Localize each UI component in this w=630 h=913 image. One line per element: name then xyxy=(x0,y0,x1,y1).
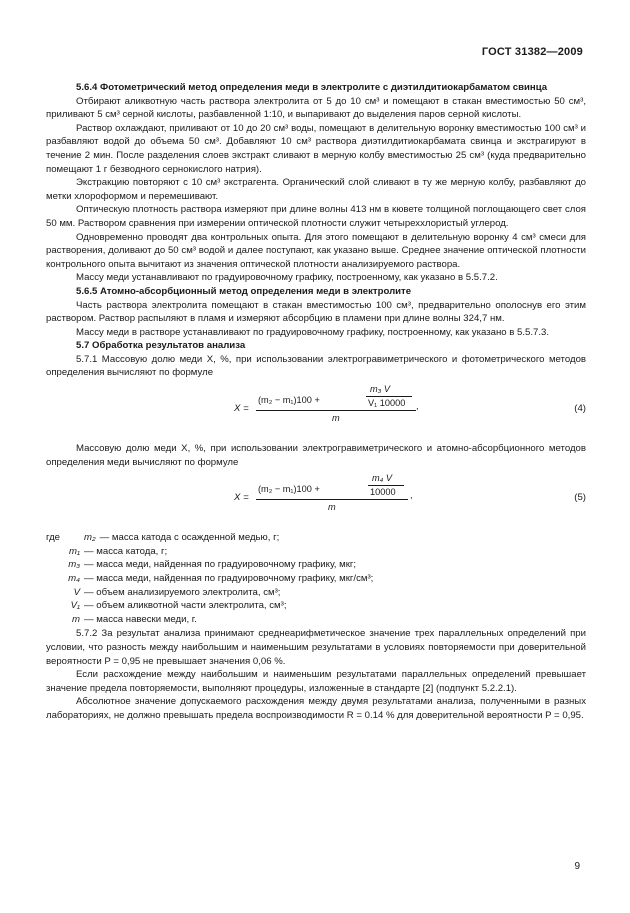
formula-number: (4) xyxy=(574,403,586,415)
formula-denominator: m xyxy=(332,413,340,424)
formula-denominator: m xyxy=(328,502,336,513)
paragraph: 5.7.2 За результат анализа принимают среднеарифметическое значение трех параллельных определений при условии, что разность между наибольшим и наименьшим результатами в условиях повторяемости при доверительной вероятности P = 0,95 не превышает значения 0,06 %. xyxy=(46,628,586,667)
paragraph: Одновременно проводят два контрольных опыта. Для этого помещают в делительную воронку 4 см³ смеси для растворения, доливают до 50 см³ водой и далее поступают, как указано выше. Среднее значение оптической плотности контрольного опыта вычитают из значения оптической плотности анализируемого раствора. xyxy=(46,231,586,270)
legend-symbol: m₄ xyxy=(68,573,80,585)
formula-inner-denominator: 10000 xyxy=(370,487,396,498)
paragraph: Массу меди в растворе устанавливают по градуировочному графику, построенному, как указано в 5.5.7.3. xyxy=(76,326,550,338)
paragraph: Оптическую плотность раствора измеряют при длине волны 413 нм в кювете толщиной поглощающего свет слоя 50 мм. Раствором сравнения при измерении оптической плотности служит четыреххлористый углерод. xyxy=(46,204,586,229)
legend-symbol: m₁ xyxy=(68,545,80,557)
section-5-7-heading: 5.7 Обработка результатов анализа xyxy=(76,340,246,352)
legend-text: — масса меди, найденная по градуировочному графику, мкг; xyxy=(84,559,357,571)
page-content xyxy=(46,81,586,723)
formula-lhs: X = xyxy=(234,403,249,415)
formula-comma: , xyxy=(410,490,413,501)
page-number: 9 xyxy=(574,861,580,872)
formula-5 xyxy=(46,473,586,519)
paragraph: Раствор охлаждают, приливают от 10 до 20 см³ воды, помещают в делительную воронку вместимостью 100 см³ и разбавляют водой до объема 50 см³. Добавляют 10 см³ раствора диэтилдитиокарбамата свинца и экстрагируют в течение 2 мин. После разделения слоев экстракт сливают в мерную колбу вместимостью 25 см³ (куда предварительно помещают 1 г безводного сернокислого натрия). xyxy=(46,122,586,175)
legend-text: — масса меди, найденная по градуировочному графику, мкг/см³; xyxy=(84,573,374,585)
paragraph: Абсолютное значение допускаемого расхождения между двумя результатами анализа, полученными в разных лабораториях, не должно превышать предела воспроизводимости R = 0.14 % для доверительной вероятности P = 0,95. xyxy=(46,696,586,721)
formula-fraction-line xyxy=(256,499,408,500)
standard-header: ГОСТ 31382—2009 xyxy=(481,46,583,58)
paragraph: Массу меди устанавливают по градуировочному графику, построенному, как указано в 5.5.7.2. xyxy=(76,272,498,284)
formula-numerator: (m₂ − m₁)100 + xyxy=(258,484,320,495)
formula-comma: , xyxy=(416,401,419,412)
legend-symbol: V₁ xyxy=(70,600,80,612)
formula-number: (5) xyxy=(574,492,586,504)
paragraph: 5.7.1 Массовую долю меди X, %, при использовании электрогравиметрического и фотометрического методов определения вычисляют по формуле xyxy=(46,353,586,379)
legend-intro: где xyxy=(46,532,61,544)
paragraph: Часть раствора электролита помещают в стакан вместимостью 100 см³, предварительно ополоснув его этим раствором. Раствор распыляют в пламя и измеряют абсорбцию в пламени при длине волны 324,7 нм. xyxy=(46,299,586,325)
legend-text: — объем анализируемого электролита, см³; xyxy=(84,586,281,598)
formula-fraction-line xyxy=(256,410,416,411)
section-5-6-5-heading: 5.6.5 Атомно-абсорбционный метод определения меди в электролите xyxy=(76,285,412,297)
paragraph: Если расхождение между наибольшим и наименьшим результатами параллельных определений превышает значение предела повторяемости, выполняют процедуры, изложенные в стандарте [2] (подпункт 5.2.2.1). xyxy=(46,669,586,694)
legend-symbol: m xyxy=(72,613,80,625)
formula-lhs: X = xyxy=(234,492,249,504)
legend-text: — масса катода с осажденной медью, г; xyxy=(99,532,280,544)
legend-symbol: V xyxy=(73,586,80,598)
formula-4 xyxy=(46,384,586,430)
legend-text: — масса навески меди, г. xyxy=(84,613,197,625)
formula-inner-denominator: V₁ 10000 xyxy=(368,398,406,409)
legend-symbol: m₃ xyxy=(68,559,80,571)
legend-symbol: m₂ xyxy=(84,532,96,544)
paragraph: Массовую долю меди X, %, при использовании электрогравиметрического и атомно-абсорбционного методов определения меди вычисляют по формуле xyxy=(46,443,586,468)
section-5-6-4-heading: 5.6.4 Фотометрический метод определения меди в электролите с диэтилдитиокарбаматом свинца xyxy=(76,82,548,93)
legend-text: — объем аликвотной части электролита, см³; xyxy=(84,600,287,612)
formula-inner-numerator: m₃ V xyxy=(370,384,390,395)
paragraph: Экстракцию повторяют с 10 см³ экстрагента. Органический слой сливают в ту же мерную колбу, разбавляют до метки хлороформом и перемешивают. xyxy=(46,177,586,202)
paragraph: Отбирают аликвотную часть раствора электролита от 5 до 10 см³ и помещают в стакан вместимостью 50 см³, приливают 5 см³ серной кислоты, разбавленной 1:10, и выпаривают до выделения паров серной кислоты. xyxy=(46,95,586,121)
formula-inner-numerator: m₄ V xyxy=(372,473,393,484)
symbol-legend xyxy=(46,531,586,626)
legend-text: — масса катода, г; xyxy=(84,545,168,557)
formula-numerator: (m₂ − m₁)100 + xyxy=(258,395,320,406)
